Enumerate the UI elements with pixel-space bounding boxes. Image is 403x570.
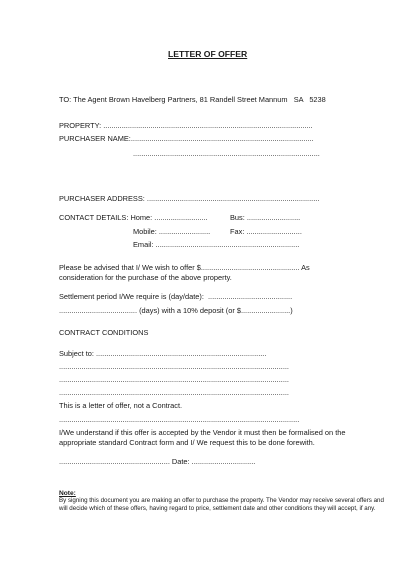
purchaser-name-continuation[interactable]: ........................................................................................... — [133, 149, 320, 158]
understanding-line-1: I/We understand if this offer is accepted by the Vendor it must then be formalised on the — [59, 428, 346, 437]
document-title: LETTER OF OFFER — [168, 49, 248, 59]
conditions-line-4[interactable]: ..................................................................................................................... — [59, 415, 300, 424]
understanding-line-2: appropriate standard Contract form and I/ We request this to be done forewith. — [59, 438, 315, 447]
conditions-line-3[interactable]: ................................................................................................................ — [59, 388, 289, 397]
note-text: By signing this document you are making an offer to purchase the property. The Vendor may receive several offers and will decide which of these offers, having regard to price, settlement date and other conditions they will accept, if any. — [59, 497, 384, 512]
contact-fax-field[interactable]: Fax: ........................... — [230, 227, 302, 236]
purchaser-name-field[interactable]: PURCHASER NAME:......................................................................................... — [59, 134, 314, 143]
conditions-line-1[interactable]: ................................................................................................................ — [59, 362, 289, 371]
conditions-line-2[interactable]: ................................................................................................................ — [59, 375, 289, 384]
property-field[interactable]: PROPERTY: ...................................................................................................... — [59, 121, 313, 130]
signature-date-line[interactable]: ...................................................... Date: ............................... — [59, 457, 256, 466]
purchaser-address-field[interactable]: PURCHASER ADDRESS: .................................................................................... — [59, 194, 320, 203]
settlement-deposit-line[interactable]: ...................................... (days) with a 10% deposit (or $........................) — [59, 306, 293, 315]
settlement-period-line[interactable]: Settlement period I/We require is (day/date): ......................................... — [59, 292, 293, 301]
not-contract-statement: This is a letter of offer, not a Contract. — [59, 401, 183, 410]
contract-conditions-heading: CONTRACT CONDITIONS — [59, 328, 149, 337]
contact-home-field[interactable]: CONTACT DETAILS: Home: .......................... — [59, 213, 208, 222]
note-heading: Note: — [59, 490, 76, 497]
contact-bus-field[interactable]: Bus: .......................... — [230, 213, 301, 222]
contact-mobile-field[interactable]: Mobile: ......................... — [133, 227, 211, 236]
offer-consideration-line: consideration for the purchase of the above property. — [59, 273, 232, 282]
contact-email-field[interactable]: Email: ...................................................................... — [133, 240, 300, 249]
offer-amount-line[interactable]: Please be advised that I/ We wish to offer $................................................ As — [59, 263, 310, 272]
subject-to-field[interactable]: Subject to: ................................................................................... — [59, 349, 267, 358]
to-line: TO: The Agent Brown Havelberg Partners, 81 Randell Street Mannum SA 5238 — [59, 95, 326, 104]
